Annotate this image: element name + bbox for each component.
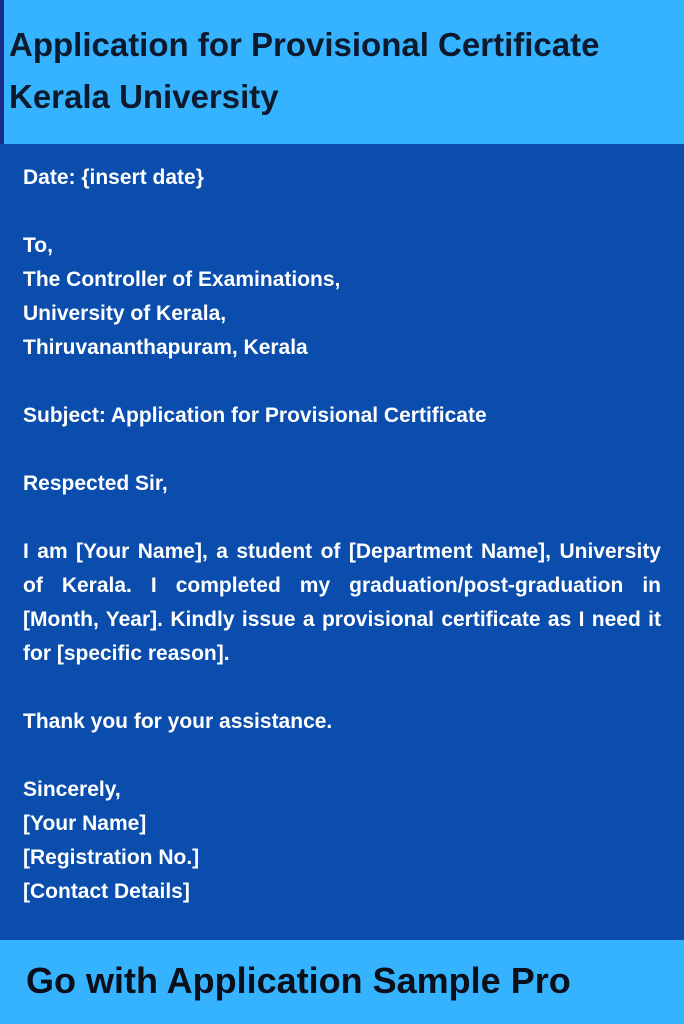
letter-date: Date: {insert date}: [23, 166, 204, 189]
letter-salutation: Respected Sir,: [23, 472, 168, 495]
letter-to: To,: [23, 234, 53, 257]
signature-registration: [Registration No.]: [23, 846, 200, 869]
signature-name: [Your Name]: [23, 812, 147, 835]
footer-banner: [0, 940, 684, 1024]
letter-closing: Sincerely,: [23, 778, 121, 801]
letter-subject: Subject: Application for Provisional Certificate: [23, 404, 487, 427]
recipient-line: Thiruvananthapuram, Kerala: [23, 336, 308, 359]
page-subtitle: Kerala University: [9, 78, 279, 115]
footer-text: Go with Application Sample Pro: [26, 960, 571, 1001]
recipient-line: University of Kerala,: [23, 302, 227, 325]
title-banner: [0, 0, 684, 144]
page-title: Application for Provisional Certificate: [9, 26, 600, 63]
signature-contact: [Contact Details]: [23, 880, 190, 903]
letter-panel: [0, 144, 684, 940]
recipient-line: The Controller of Examinations,: [23, 268, 341, 291]
letter-thanks: Thank you for your assistance.: [23, 710, 333, 733]
letter-body: I am [Your Name], a student of [Department Name], University of Kerala. I completed my graduation/post-graduation in [Month, Year]. Kindly issue a provisional certificate as I need it for [specific reason].: [23, 540, 661, 665]
